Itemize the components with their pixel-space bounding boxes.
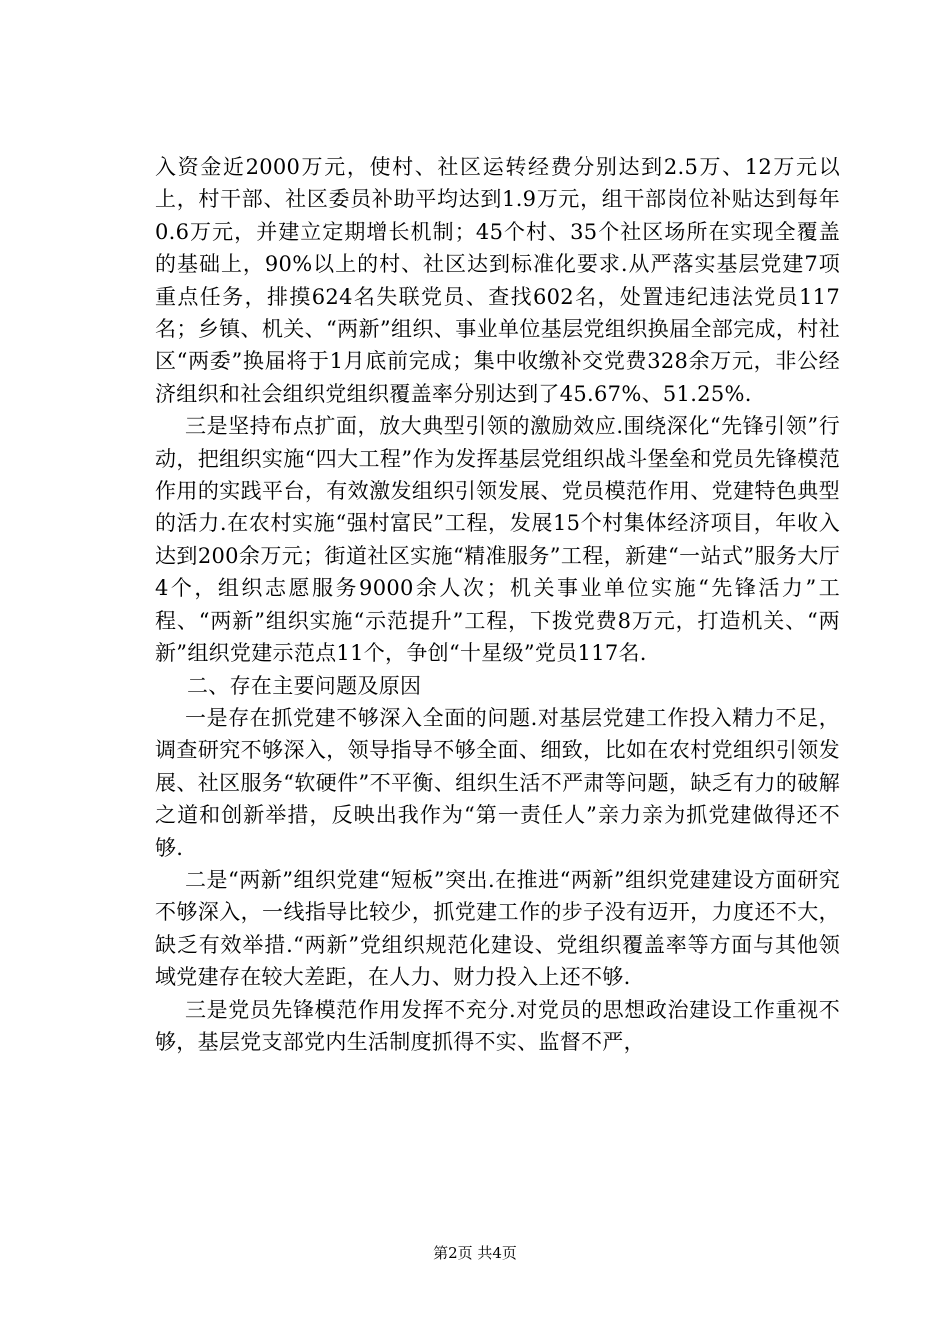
paragraph-continuation: 入资金近2000万元，使村、社区运转经费分别达到2.5万、12万元以上，村干部、社区委员补助平均达到1.9万元，组干部岗位补贴达到每年0.6万元，并建立定期增长机制；45个村、35个社区场所在实现全覆盖的基础上，90%以上的村、社区达到标准化要求.从严落实基层党建7项重点任务，排摸624名失联党员、查找602名，处置违纪违法党员117名；乡镇、机关、“两新”组织、事业单位基层党组织换届全部完成，村社区“两委”换届将于1月底前完成；集中收缴补交党费328余万元，非公经济组织和社会组织党组织覆盖率分别达到了45.67%、51.25%. <box>155 155 840 406</box>
paragraph-point-three: 三是坚持布点扩面，放大典型引领的激励效应.围绕深化“先锋引领”行动，把组织实施“四大工程”作为发挥基层党组织战斗堡垒和党员先锋模范作用的实践平台，有效激发组织引领发展、党员模范作用、党建特色典型的活力.在农村实施“强村富民”工程，发展15个村集体经济项目，年收入达到200余万元；街道社区实施“精准服务”工程，新建“一站式”服务大厅4个，组织志愿服务9000余人次；机关事业单位实施“先锋活力”工程、“两新”组织实施“示范提升”工程，下拨党费8万元，打造机关、“两新”组织党建示范点11个，争创“十星级”党员117名. <box>155 414 840 666</box>
document-body <box>155 151 840 1058</box>
section-heading-problems: 二、存在主要问题及原因 <box>187 673 422 698</box>
paragraph-problem-one: 一是存在抓党建不够深入全面的问题.对基层党建工作投入精力不足，调查研究不够深入，领导指导不够全面、细致，比如在农村党组织引领发展、社区服务“软硬件”不平衡、组织生活不严肃等问题，缺乏有力的破解之道和创新举措，反映出我作为“第一责任人”亲力亲为抓党建做得还不够. <box>155 705 840 860</box>
paragraph-problem-two: 二是“两新”组织党建“短板”突出.在推进“两新”组织党建建设方面研究不够深入，一线指导比较少，抓党建工作的步子没有迈开，力度还不大，缺乏有效举措.“两新”党组织规范化建设、党组织覆盖率等方面与其他领域党建存在较大差距，在人力、财力投入上还不够. <box>155 867 840 990</box>
paragraph-problem-three: 三是党员先锋模范作用发挥不充分.对党员的思想政治建设工作重视不够，基层党支部党内生活制度抓得不实、监督不严， <box>155 997 840 1054</box>
page-footer: 第2页 共4页 <box>433 1244 517 1262</box>
